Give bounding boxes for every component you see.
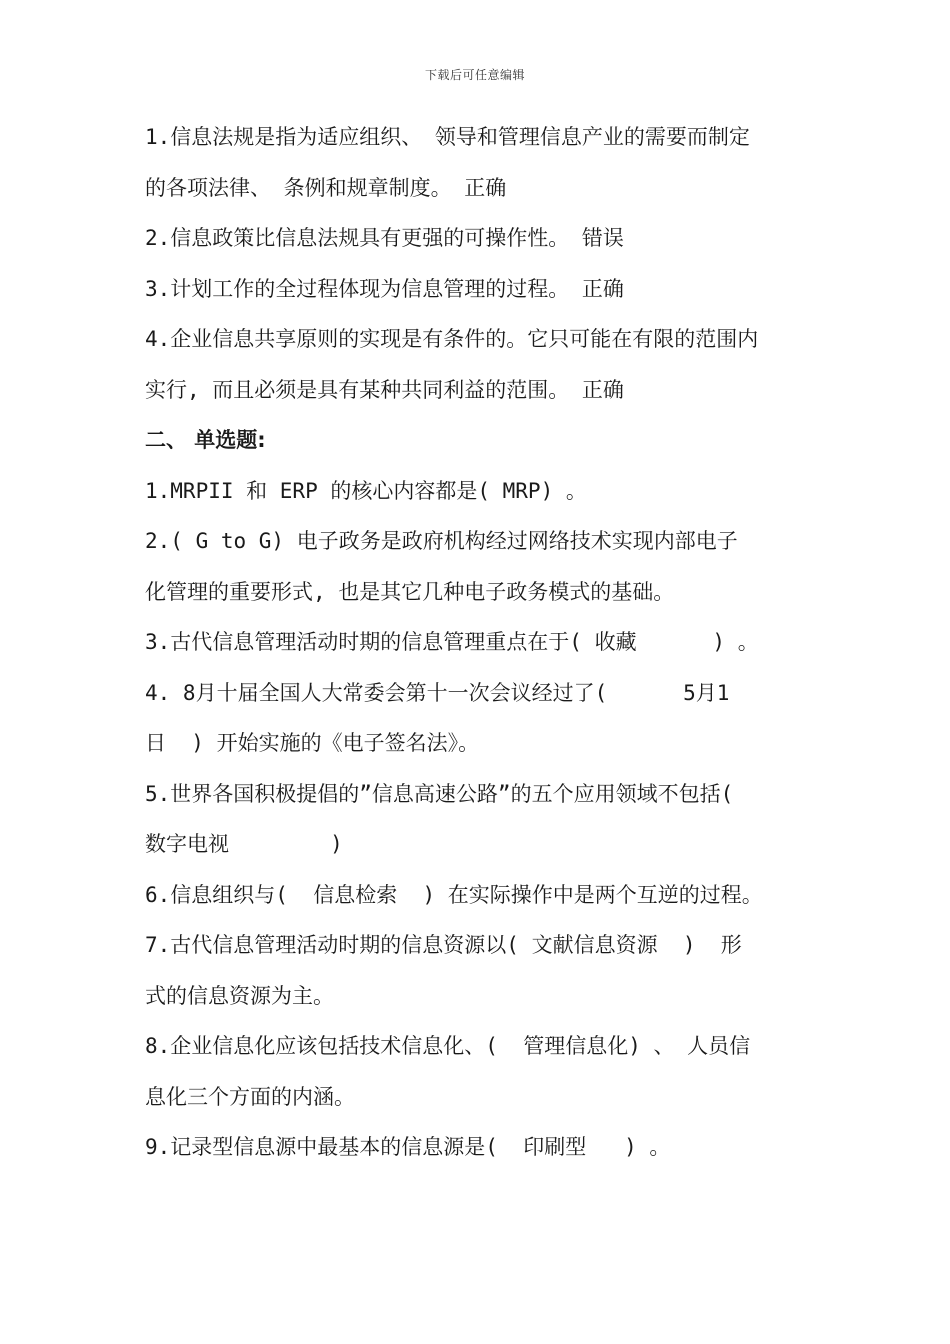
- text-line-choice-2a: 2.( G to G) 电子政务是政府机构经过网络技术实现内部电子: [145, 529, 738, 553]
- text-line-choice-8a: 8.企业信息化应该包括技术信息化、( 管理信息化) 、 人员信: [145, 1034, 751, 1058]
- text-line-choice-9: 9.记录型信息源中最基本的信息源是( 印刷型 ) 。: [145, 1135, 671, 1159]
- text-line-choice-7a: 7.古代信息管理活动时期的信息资源以( 文献信息资源 ) 形: [145, 933, 742, 957]
- text-line-judge-4a: 4.企业信息共享原则的实现是有条件的。它只可能在有限的范围内: [145, 327, 759, 351]
- text-line-choice-4b: 日 ) 开始实施的《电子签名法》。: [145, 731, 480, 755]
- section-heading: 二、 单选题:: [145, 428, 266, 452]
- text-line-choice-7b: 式的信息资源为主。: [145, 983, 334, 1008]
- text-line-choice-1: 1.MRPII 和 ERP 的核心内容都是( MRP) 。: [145, 478, 587, 503]
- text-line-choice-3: 3.古代信息管理活动时期的信息管理重点在于( 收藏 ) 。: [145, 630, 759, 654]
- text-line-judge-1a: 1.信息法规是指为适应组织、 领导和管理信息产业的需要而制定: [145, 125, 750, 149]
- text-line-judge-2: 2.信息政策比信息法规具有更强的可操作性。 错误: [145, 226, 624, 250]
- text-line-choice-2b: 化管理的重要形式, 也是其它几种电子政务模式的基础。: [145, 579, 675, 604]
- text-line-choice-8b: 息化三个方面的内涵。: [145, 1084, 355, 1109]
- text-line-judge-1b: 的各项法律、 条例和规章制度。 正确: [145, 175, 507, 200]
- text-line-choice-4a: 4. 8月十届全国人大常委会第十一次会议经过了( 5月1: [145, 680, 730, 705]
- text-line-choice-5a: 5.世界各国积极提倡的”信息高速公路”的五个应用领域不包括(: [145, 781, 734, 806]
- text-line-choice-6: 6.信息组织与( 信息检索 ) 在实际操作中是两个互逆的过程。: [145, 882, 763, 907]
- text-line-choice-5b: 数字电视 ): [145, 832, 343, 856]
- document-body: [145, 112, 810, 1173]
- text-line-judge-3: 3.计划工作的全过程体现为信息管理的过程。 正确: [145, 276, 624, 301]
- text-line-judge-4b: 实行, 而且必须是具有某种共同利益的范围。 正确: [145, 377, 624, 402]
- page-header: 下载后可任意编辑: [424, 68, 525, 82]
